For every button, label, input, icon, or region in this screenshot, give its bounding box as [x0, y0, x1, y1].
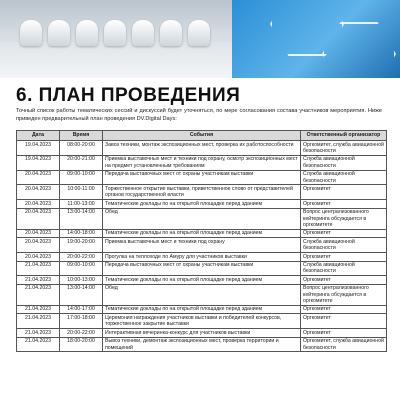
- cell-time: 09:00-10:00: [60, 170, 103, 185]
- cell-time: 11:00-13:00: [60, 200, 103, 208]
- cell-organizer: Оргкомитет: [301, 200, 387, 208]
- schedule-table: [16, 130, 387, 352]
- cell-organizer: Служба авиационной безопасности: [301, 170, 387, 185]
- cell-event: Церемония награждения участников выставки и победителей конкурсов, торжественное закрытие выставки: [103, 314, 301, 329]
- lounge-chair: [132, 20, 154, 46]
- cell-event: Интерактивная вечеринка-конкурс для участников выставки: [103, 329, 301, 337]
- table-row: [17, 141, 387, 156]
- cell-time: 19:00-20:00: [60, 238, 103, 253]
- cell-date: 20.04.2023: [17, 238, 60, 253]
- cell-time: 20:00-22:00: [60, 329, 103, 337]
- lounge-chair: [188, 20, 210, 46]
- cell-date: 20.04.2023: [17, 200, 60, 208]
- cell-organizer: Служба авиационной безопасности: [301, 238, 387, 253]
- table-row: [17, 229, 387, 237]
- cell-time: 08:00-20:00: [60, 141, 103, 156]
- cell-date: 21.04.2023: [17, 284, 60, 305]
- cell-event: Приемка выставочных мест и техники под охрану: [103, 238, 301, 253]
- cell-time: 18:00-20:00: [60, 337, 103, 352]
- cell-organizer: Служба авиационной безопасности: [301, 261, 387, 276]
- cell-date: 20.04.2023: [17, 185, 60, 200]
- cell-organizer: Вопрос централизованного кейтеринга обсуждается в оргкомитете: [301, 284, 387, 305]
- lounge-chair: [160, 20, 182, 46]
- cell-event: Передача выставочных мест от охраны участникам выставки: [103, 261, 301, 276]
- cell-event: Обед: [103, 284, 301, 305]
- cell-time: 20:00-21:00: [60, 155, 103, 170]
- table-row: [17, 284, 387, 305]
- cell-time: 10:00-11:00: [60, 185, 103, 200]
- cell-date: 19.04.2023: [17, 141, 60, 156]
- header-photo: [0, 0, 400, 78]
- cell-organizer: Оргкомитет: [301, 229, 387, 237]
- section-title: 6. ПЛАН ПРОВЕДЕНИЯ: [16, 85, 241, 106]
- cell-event: Передача выставочных мест от охраны участникам выставки: [103, 170, 301, 185]
- cell-event: Тематические доклады по на открытой площадке перед зданием: [103, 305, 301, 313]
- table-row: [17, 329, 387, 337]
- cell-event: Вывоз техники, демонтаж экспозиционных мест, проверка территории и помещений: [103, 337, 301, 352]
- cell-event: Торжественное открытие выставки, приветственное слово от представителей органов государственной власти: [103, 185, 301, 200]
- cell-date: 21.04.2023: [17, 337, 60, 352]
- column-header-organizer: Ответственный организатор: [301, 131, 387, 141]
- table-row: [17, 261, 387, 276]
- cell-date: 20.04.2023: [17, 170, 60, 185]
- column-header-time: Время: [60, 131, 103, 141]
- cell-time: 13:00-14:00: [60, 284, 103, 305]
- table-row: [17, 305, 387, 313]
- table-row: [17, 253, 387, 261]
- lounge-chair: [20, 20, 42, 46]
- cell-time: 17:00-18:00: [60, 314, 103, 329]
- cell-date: 21.04.2023: [17, 261, 60, 276]
- cell-time: 14:00-17:00: [60, 305, 103, 313]
- table-row: [17, 208, 387, 229]
- cell-event: Обед: [103, 208, 301, 229]
- cell-organizer: Оргкомитет, служба авиационной безопасности: [301, 337, 387, 352]
- cell-organizer: Служба авиационной безопасности: [301, 155, 387, 170]
- cell-organizer: Оргкомитет: [301, 276, 387, 284]
- cell-date: 21.04.2023: [17, 314, 60, 329]
- cell-date: 21.04.2023: [17, 305, 60, 313]
- cell-event: Приемка выставочных мест и техники под охрану, осмотр экспозиционных мест на предмет установленным требованиям: [103, 155, 301, 170]
- table-row: [17, 238, 387, 253]
- cell-organizer: Оргкомитет: [301, 329, 387, 337]
- cell-time: 09:00-10:00: [60, 261, 103, 276]
- column-header-events: События: [103, 131, 301, 141]
- cell-time: 20:00-22:00: [60, 253, 103, 261]
- table-row: [17, 185, 387, 200]
- cell-time: 10:00-13:00: [60, 276, 103, 284]
- cell-organizer: Оргкомитет, служба авиационной безопасности: [301, 141, 387, 156]
- cell-organizer: Оргкомитет: [301, 185, 387, 200]
- lounge-chair: [104, 20, 126, 46]
- cell-event: Завоз техники, монтаж экспозиционных мест, проверка их работоспособности: [103, 141, 301, 156]
- cell-date: 20.04.2023: [17, 229, 60, 237]
- cell-event: Прогулка на теплоходе по Амуру для участников выставки: [103, 253, 301, 261]
- table-row: [17, 276, 387, 284]
- table-row: [17, 314, 387, 329]
- table-row: [17, 200, 387, 208]
- cell-time: 13:00-14:00: [60, 208, 103, 229]
- lounge-chair: [76, 20, 98, 46]
- cell-date: 20.04.2023: [17, 253, 60, 261]
- cell-event: Тематические доклады по на открытой площадке перед зданием: [103, 200, 301, 208]
- table-row: [17, 155, 387, 170]
- cell-time: 14:00-18:00: [60, 229, 103, 237]
- cell-organizer: Оргкомитет: [301, 314, 387, 329]
- cell-organizer: Вопрос централизованного кейтеринга обсуждается в оргкомитете: [301, 208, 387, 229]
- cell-organizer: Оргкомитет: [301, 305, 387, 313]
- cell-date: 19.04.2023: [17, 155, 60, 170]
- table-row: [17, 170, 387, 185]
- cell-event: Тематические доклады по на открытой площадке перед зданием: [103, 276, 301, 284]
- cell-date: 20.04.2023: [17, 208, 60, 229]
- table-header-row: [17, 131, 387, 141]
- lounge-chair: [48, 20, 70, 46]
- section-intro: Точный список работы тематических сессий и дискуссий будет уточняться, по мере согласования состава участников мероприятия. Ниже приведен предварительный план проведения DV.Digital Days:: [16, 108, 382, 122]
- cell-organizer: Оргкомитет: [301, 253, 387, 261]
- cell-event: Тематические доклады по на открытой площадке перед зданием: [103, 229, 301, 237]
- table-row: [17, 337, 387, 352]
- cell-date: 21.04.2023: [17, 329, 60, 337]
- cell-date: 21.04.2023: [17, 276, 60, 284]
- column-header-date: Дата: [17, 131, 60, 141]
